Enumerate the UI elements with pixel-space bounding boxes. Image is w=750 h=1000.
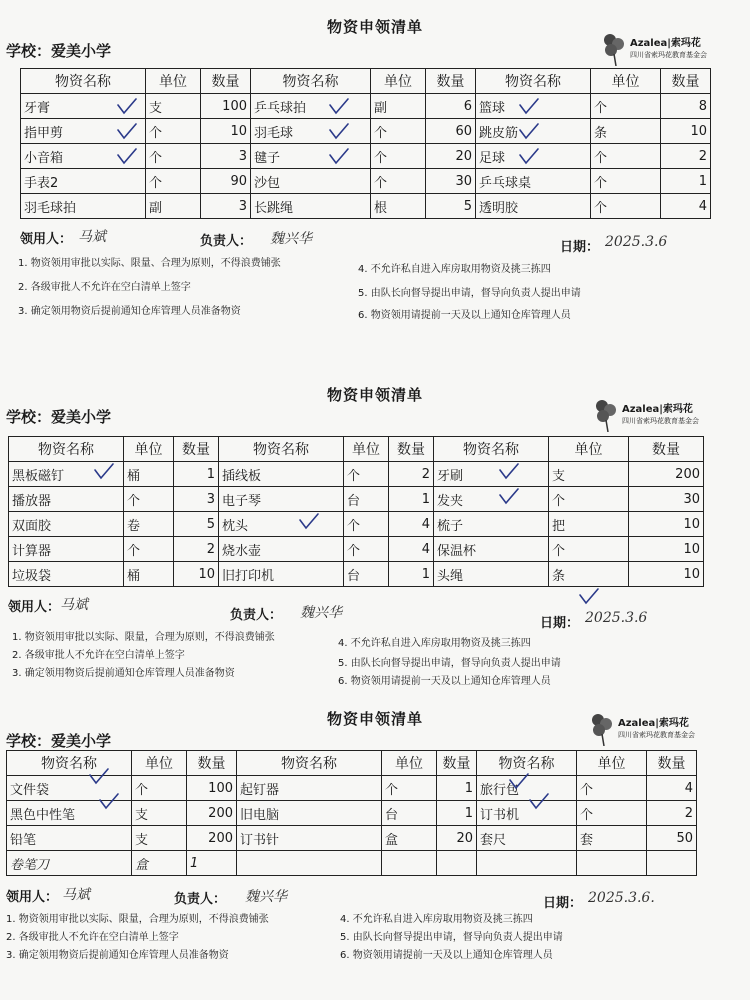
item-name: 订书机	[477, 801, 577, 826]
item-qty: 10	[174, 562, 219, 587]
rule-4: 4. 不允许私自进入库房取用物资及挑三拣四	[338, 638, 531, 649]
item-unit: 个	[591, 169, 661, 194]
item-unit: 支	[132, 826, 187, 851]
item-name: 发夹	[434, 487, 549, 512]
item-unit: 卷	[124, 512, 174, 537]
item-unit: 盒	[382, 826, 437, 851]
item-qty: 4	[647, 776, 697, 801]
recipient-signature: 马斌	[62, 887, 90, 903]
item-unit: 个	[146, 119, 201, 144]
item-qty: 10	[201, 119, 251, 144]
item-qty: 1	[437, 776, 477, 801]
recipient-label: 领用人：	[8, 600, 61, 615]
item-name: 沙包	[251, 169, 371, 194]
item-qty: 2	[389, 462, 434, 487]
item-unit: 个	[124, 537, 174, 562]
item-name: 电子琴	[219, 487, 344, 512]
item-unit: 个	[146, 144, 201, 169]
check-mark-icon	[118, 124, 136, 138]
item-qty: 3	[201, 144, 251, 169]
item-name: 旅行包	[477, 776, 577, 801]
item-name: 保温杯	[434, 537, 549, 562]
rule-6: 6. 物资领用请提前一天及以上通知仓库管理人员	[358, 310, 571, 321]
item-qty: 2	[647, 801, 697, 826]
item-unit: 个	[146, 169, 201, 194]
check-mark-icon	[90, 769, 108, 783]
header-cell: 数量	[201, 69, 251, 94]
check-mark-icon	[95, 464, 113, 478]
item-qty: 4	[661, 194, 711, 219]
date-label: 日期：	[543, 896, 583, 911]
item-qty: 50	[647, 826, 697, 851]
rule-2: 2. 各级审批人不允许在空白清单上签字	[18, 282, 191, 293]
rule-3: 3. 确定领用物资后提前通知仓库管理人员准备物资	[18, 306, 241, 317]
date-value: 2025.3.6	[585, 610, 648, 626]
item-qty: 2	[174, 537, 219, 562]
item-qty: 10	[629, 562, 704, 587]
item-unit: 个	[591, 144, 661, 169]
item-unit: 个	[549, 487, 629, 512]
header-cell: 物资名称	[7, 751, 132, 776]
header-cell: 数量	[187, 751, 237, 776]
check-mark-icon	[520, 124, 538, 138]
rule-4: 4. 不允许私自进入库房取用物资及挑三拣四	[358, 264, 551, 275]
school-name: 学校：爱美小学	[6, 732, 112, 750]
item-qty: 1	[437, 801, 477, 826]
recipient-label: 领用人：	[6, 890, 59, 905]
item-name: 毽子	[251, 144, 371, 169]
item-qty: 30	[629, 487, 704, 512]
check-mark-icon	[510, 774, 528, 788]
item-unit: 台	[344, 562, 389, 587]
item-name: 套尺	[477, 826, 577, 851]
logo-brand: Azalea|索玛花	[622, 404, 693, 415]
check-mark-icon	[118, 99, 136, 113]
check-mark-icon	[300, 514, 318, 528]
recipient-signature: 马斌	[60, 597, 88, 613]
item-unit: 台	[382, 801, 437, 826]
check-mark-icon	[580, 589, 598, 603]
form-title: 物资申领清单	[326, 386, 423, 404]
item-qty: 30	[426, 169, 476, 194]
responsible-signature: 魏兴华	[300, 605, 342, 621]
item-unit: 盒	[132, 851, 187, 876]
item-unit: 个	[371, 169, 426, 194]
header-cell: 物资名称	[434, 437, 549, 462]
item-unit: 支	[132, 801, 187, 826]
form-title: 物资申领清单	[326, 710, 423, 728]
header-cell: 物资名称	[237, 751, 382, 776]
item-unit: 副	[146, 194, 201, 219]
check-mark-icon	[330, 124, 348, 138]
header-cell: 数量	[426, 69, 476, 94]
item-unit: 条	[549, 562, 629, 587]
item-name: 文件袋	[7, 776, 132, 801]
header-cell: 单位	[146, 69, 201, 94]
item-qty: 8	[661, 94, 711, 119]
header-cell: 数量	[174, 437, 219, 462]
item-qty: 10	[661, 119, 711, 144]
item-unit: 桶	[124, 462, 174, 487]
item-unit: 个	[344, 512, 389, 537]
check-mark-icon	[330, 99, 348, 113]
item-name: 旧电脑	[237, 801, 382, 826]
check-mark-icon	[100, 794, 118, 808]
item-name: 足球	[476, 144, 591, 169]
item-name: 垃圾袋	[9, 562, 124, 587]
header-cell: 单位	[344, 437, 389, 462]
item-name: 黑板磁钉	[9, 462, 124, 487]
item-unit: 桶	[124, 562, 174, 587]
responsible-signature: 魏兴华	[270, 231, 312, 247]
item-unit: 条	[591, 119, 661, 144]
item-qty: 200	[187, 801, 237, 826]
responsible-signature: 魏兴华	[245, 889, 287, 905]
logo-org: 四川省索玛花教育基金会	[630, 51, 707, 59]
header-cell: 单位	[132, 751, 187, 776]
header-cell: 单位	[382, 751, 437, 776]
date-value: 2025.3.6	[605, 234, 668, 250]
rule-1: 1. 物资领用审批以实际、限量、合理为原则，不得浪费铺张	[18, 258, 281, 269]
item-unit: 个	[549, 537, 629, 562]
item-name: 指甲剪	[21, 119, 146, 144]
item-name: 旧打印机	[219, 562, 344, 587]
item-unit: 个	[577, 776, 647, 801]
header-cell: 物资名称	[21, 69, 146, 94]
item-qty: 5	[174, 512, 219, 537]
item-name: 乒乓球拍	[251, 94, 371, 119]
logo-org: 四川省索玛花教育基金会	[618, 731, 695, 739]
item-name: 头绳	[434, 562, 549, 587]
recipient-label: 领用人：	[20, 232, 73, 247]
item-unit: 个	[577, 801, 647, 826]
item-qty: 5	[426, 194, 476, 219]
item-unit: 个	[591, 94, 661, 119]
item-qty: 4	[389, 512, 434, 537]
item-unit: 个	[371, 144, 426, 169]
item-unit: 支	[146, 94, 201, 119]
item-unit: 支	[549, 462, 629, 487]
header-cell: 数量	[389, 437, 434, 462]
header-cell: 物资名称	[219, 437, 344, 462]
item-qty: 1	[389, 562, 434, 587]
item-unit: 套	[577, 826, 647, 851]
header-cell: 单位	[591, 69, 661, 94]
recipient-signature: 马斌	[78, 229, 106, 245]
item-name: 长跳绳	[251, 194, 371, 219]
form-title: 物资申领清单	[326, 18, 423, 36]
rule-3: 3. 确定领用物资后提前通知仓库管理人员准备物资	[6, 950, 229, 961]
item-name: 透明胶	[476, 194, 591, 219]
rule-5: 5. 由队长向督导提出申请，督导向负责人提出申请	[338, 658, 561, 669]
item-unit: 副	[371, 94, 426, 119]
item-unit: 个	[591, 194, 661, 219]
logo-brand: Azalea|索玛花	[618, 718, 689, 729]
item-name: 羽毛球拍	[21, 194, 146, 219]
header-cell: 物资名称	[476, 69, 591, 94]
item-qty: 20	[426, 144, 476, 169]
item-unit: 把	[549, 512, 629, 537]
logo-org: 四川省索玛花教育基金会	[622, 417, 699, 425]
item-name: 黑色中性笔	[7, 801, 132, 826]
rule-1: 1. 物资领用审批以实际、限量，合理为原则，不得浪费铺张	[12, 632, 275, 643]
item-qty: 200	[629, 462, 704, 487]
responsible-label: 负责人：	[174, 892, 227, 907]
header-cell: 单位	[549, 437, 629, 462]
check-mark-icon	[530, 794, 548, 808]
item-qty: 1	[389, 487, 434, 512]
school-name: 学校：爱美小学	[6, 42, 112, 60]
logo-brand: Azalea|索玛花	[630, 38, 701, 49]
item-qty: 4	[389, 537, 434, 562]
check-mark-icon	[520, 99, 538, 113]
rule-5: 5. 由队长向督导提出申请，督导向负责人提出申请	[340, 932, 563, 943]
header-cell: 物资名称	[251, 69, 371, 94]
item-unit: 个	[132, 776, 187, 801]
item-qty: 90	[201, 169, 251, 194]
item-qty: 200	[187, 826, 237, 851]
header-cell: 数量	[661, 69, 711, 94]
responsible-label: 负责人：	[230, 608, 283, 623]
date-value: 2025.3.6.	[588, 890, 655, 906]
header-cell: 单位	[124, 437, 174, 462]
item-unit: 台	[344, 487, 389, 512]
rule-1: 1. 物资领用审批以实际、限量，合理为原则，不得浪费铺张	[6, 914, 269, 925]
rule-4: 4. 不允许私自进入库房取用物资及挑三拣四	[340, 914, 533, 925]
item-name: 跳皮筋	[476, 119, 591, 144]
header-cell: 数量	[437, 751, 477, 776]
item-unit: 个	[382, 776, 437, 801]
item-name: 小音箱	[21, 144, 146, 169]
rule-3: 3. 确定领用物资后提前通知仓库管理人员准备物资	[12, 668, 235, 679]
item-qty: 60	[426, 119, 476, 144]
item-qty: 1	[187, 851, 237, 876]
item-unit: 个	[344, 537, 389, 562]
school-name: 学校：爱美小学	[6, 408, 112, 426]
item-qty: 100	[187, 776, 237, 801]
date-label: 日期：	[560, 240, 600, 255]
rule-6: 6. 物资领用请提前一天及以上通知仓库管理人员	[338, 676, 551, 687]
item-qty: 20	[437, 826, 477, 851]
date-label: 日期：	[540, 616, 580, 631]
header-cell: 单位	[577, 751, 647, 776]
item-qty: 10	[629, 537, 704, 562]
rule-6: 6. 物资领用请提前一天及以上通知仓库管理人员	[340, 950, 553, 961]
item-name: 订书针	[237, 826, 382, 851]
item-qty: 1	[174, 462, 219, 487]
item-qty: 6	[426, 94, 476, 119]
item-name: 插线板	[219, 462, 344, 487]
rule-5: 5. 由队长向督导提出申请，督导向负责人提出申请	[358, 288, 581, 299]
header-cell: 数量	[629, 437, 704, 462]
check-mark-icon	[500, 489, 518, 503]
item-name: 铅笔	[7, 826, 132, 851]
item-name: 枕头	[219, 512, 344, 537]
header-cell: 数量	[647, 751, 697, 776]
item-qty: 3	[174, 487, 219, 512]
check-mark-icon	[500, 464, 518, 478]
item-name: 播放器	[9, 487, 124, 512]
item-qty: 10	[629, 512, 704, 537]
item-name: 双面胶	[9, 512, 124, 537]
item-name: 篮球	[476, 94, 591, 119]
item-name: 乒乓球桌	[476, 169, 591, 194]
item-qty: 2	[661, 144, 711, 169]
header-cell: 物资名称	[477, 751, 577, 776]
rule-2: 2. 各级审批人不允许在空白清单上签字	[12, 650, 185, 661]
item-unit: 根	[371, 194, 426, 219]
item-qty: 1	[661, 169, 711, 194]
responsible-label: 负责人：	[200, 234, 253, 249]
item-name: 牙膏	[21, 94, 146, 119]
rule-2: 2. 各级审批人不允许在空白清单上签字	[6, 932, 179, 943]
item-qty: 100	[201, 94, 251, 119]
item-name: 烧水壶	[219, 537, 344, 562]
item-unit: 个	[124, 487, 174, 512]
item-name: 起钉器	[237, 776, 382, 801]
header-cell: 物资名称	[9, 437, 124, 462]
item-qty: 3	[201, 194, 251, 219]
item-name: 计算器	[9, 537, 124, 562]
item-name: 羽毛球	[251, 119, 371, 144]
item-unit: 个	[371, 119, 426, 144]
header-cell: 单位	[371, 69, 426, 94]
item-name: 手表2	[21, 169, 146, 194]
check-mark-icon	[520, 149, 538, 163]
item-name: 梳子	[434, 512, 549, 537]
item-unit: 个	[344, 462, 389, 487]
check-mark-icon	[330, 149, 348, 163]
item-name: 卷笔刀	[7, 851, 132, 876]
item-name: 牙刷	[434, 462, 549, 487]
check-mark-icon	[118, 149, 136, 163]
